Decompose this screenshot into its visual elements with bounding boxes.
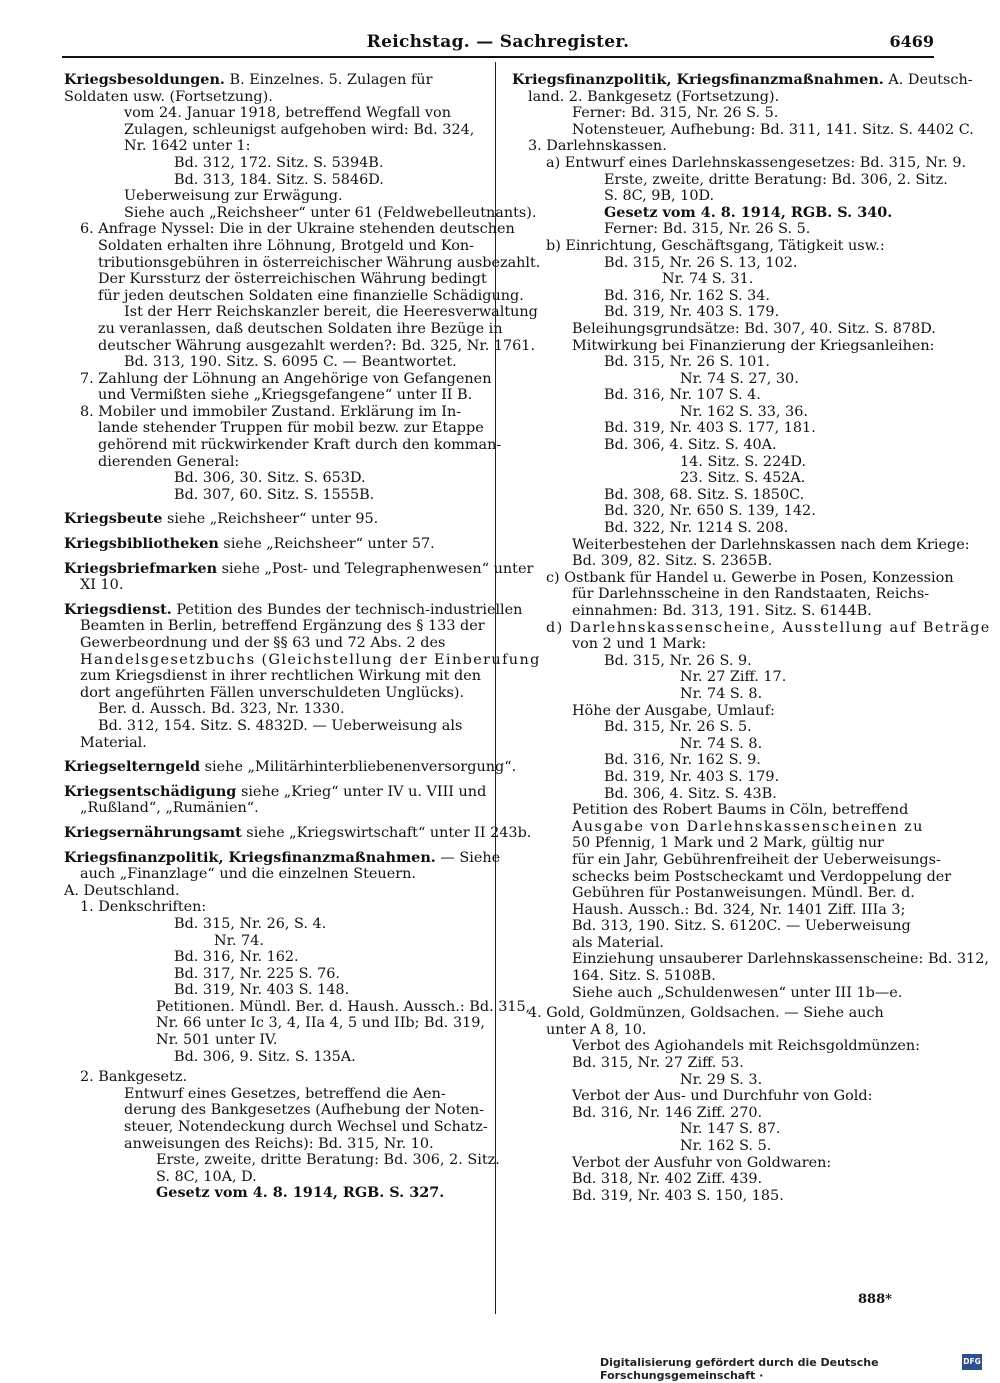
headword: Kriegsentschädigung (64, 782, 237, 800)
index-line: lande stehender Truppen für mobil bezw. zur Etappe (98, 420, 484, 437)
index-line: 164. Sitz. S. 5108B. (572, 968, 716, 985)
index-line: Gebühren für Postanweisungen. Mündl. Ber. d. (572, 885, 915, 902)
index-line: Handelsgesetzbuchs (Gleichstellung der Einberufung (80, 651, 541, 668)
index-entry-heading (64, 784, 486, 801)
index-line: Höhe der Ausgabe, Umlauf: (572, 702, 775, 719)
index-line: 6. Anfrage Nyssel: Die in der Ukraine stehenden deutschen (80, 221, 515, 238)
index-line: anweisungen des Reichs): Bd. 315, Nr. 10. (124, 1135, 434, 1152)
index-entry-heading (64, 511, 486, 528)
headword-rest: B. Einzelnes. 5. Zulagen für (224, 72, 433, 88)
index-line: Entwurf eines Gesetzes, betreffend die Aen- (124, 1085, 446, 1102)
index-line: Bd. 319, Nr. 403 S. 179. (604, 768, 780, 785)
headword-rest: siehe „Post- und Telegraphenwesen“ unter (217, 560, 534, 577)
index-line: b) Einrichtung, Geschäftsgang, Tätigkeit usw.: (546, 237, 885, 254)
index-line: deutscher Währung ausgezahlt werden?: Bd. 325, Nr. 1761. (98, 337, 536, 354)
index-line: Bd. 307, 60. Sitz. S. 1555B. (174, 486, 375, 503)
left-column (64, 71, 541, 1202)
index-line: 8. Mobiler und immobiler Zustand. Erklärung im In- (80, 403, 462, 420)
index-line: Der Kurssturz der österreichischen Währung bedingt (98, 271, 487, 288)
index-line: Bd. 316, Nr. 162 S. 34. (604, 287, 771, 304)
index-line: Bd. 313, 184. Sitz. S. 5846D. (174, 171, 384, 188)
headword-rest: Petition des Bundes der technisch-industriellen (171, 601, 523, 618)
index-line: Material. (80, 734, 147, 751)
index-line: Bd. 315, Nr. 26 S. 101. (604, 354, 771, 371)
index-line: Nr. 74 S. 8. (680, 685, 763, 702)
page-number: 6469 (889, 32, 934, 51)
index-line: als Material. (572, 934, 664, 951)
index-line: Gewerbeordnung und der §§ 63 und 72 Abs. 2 des (80, 635, 446, 651)
headword-rest: siehe „Militärhinterbliebenenversorgung“. (200, 759, 517, 776)
index-line: für Darlehnsscheine in den Randstaaten, Reichs- (572, 586, 930, 603)
index-line: Nr. 74 S. 8. (680, 735, 763, 752)
index-line: Bd. 322, Nr. 1214 S. 208. (604, 520, 789, 537)
index-line: Nr. 29 S. 3. (680, 1071, 763, 1088)
index-line: schecks beim Postscheckamt und Verdoppelung der (572, 868, 952, 885)
headword-rest: A. Deutsch- (883, 72, 973, 88)
index-line: Bd. 315, Nr. 26 S. 9. (604, 652, 752, 669)
index-line: Bd. 312, 172. Sitz. S. 5394B. (174, 154, 384, 171)
index-line: Bd. 318, Nr. 402 Ziff. 439. (572, 1171, 763, 1188)
index-line: Bd. 319, Nr. 403 S. 148. (174, 982, 350, 999)
index-line: Nr. 74 S. 31. (662, 271, 754, 288)
index-line: S. 8C, 10A, D. (156, 1168, 257, 1185)
headword-rest: siehe „Reichsheer“ unter 57. (218, 536, 435, 553)
index-line: unter A 8, 10. (546, 1021, 647, 1038)
index-line: Petitionen. Mündl. Ber. d. Haush. Aussch.: Bd. 315, (156, 998, 531, 1015)
index-line: dort angeführten Fällen unverschuldeten Unglücks). (80, 684, 465, 701)
index-line: Nr. 74 S. 27, 30. (680, 370, 799, 387)
running-header (62, 32, 934, 58)
index-line: dierenden General: (98, 453, 240, 470)
index-line: von 2 und 1 Mark: (572, 636, 707, 653)
index-line: Bd. 319, Nr. 403 S. 150, 185. (572, 1187, 784, 1204)
index-line: Bd. 316, Nr. 162. (174, 949, 299, 966)
index-line: Ferner: Bd. 315, Nr. 26 S. 5. (604, 221, 811, 238)
index-line: Bd. 308, 68. Sitz. S. 1850C. (604, 486, 805, 503)
index-line: c) Ostbank für Handel u. Gewerbe in Posen, Konzession (546, 569, 954, 586)
index-line: Bd. 306, 30. Sitz. S. 653D. (174, 470, 366, 487)
headword: Kriegsbesoldungen. (64, 71, 225, 88)
index-line: Bd. 315, Nr. 26 S. 5. (604, 719, 752, 736)
index-line: und Vermißten siehe „Kriegsgefangene“ unter II B. (98, 387, 473, 404)
index-line: Nr. 162 S. 5. (680, 1138, 772, 1154)
index-line: Bd. 313, 190. Sitz. S. 6095 C. — Beantwortet. (124, 354, 457, 371)
index-line: zum Kriegsdienst in ihrer rechtlichen Wirkung mit den (80, 668, 481, 685)
index-entry-heading (64, 600, 523, 619)
index-line: Beamten in Berlin, betreffend Ergänzung des § 133 der (80, 618, 485, 635)
index-line: für ein Jahr, Gebührenfreiheit der Ueberweisungs- (572, 851, 941, 868)
headword: Kriegselterngeld (64, 758, 201, 776)
index-line: Nr. 66 unter Ic 3, 4, IIa 4, 5 und IIb; Bd. 319, (156, 1015, 486, 1032)
index-line: Soldaten erhalten ihre Löhnung, Brotgeld und Kon- (98, 237, 475, 254)
index-entry-heading (64, 72, 486, 89)
index-line: Notensteuer, Aufhebung: Bd. 311, 141. Sitz. S. 4402 C. (572, 121, 974, 138)
index-line: Zulagen, schleunigst aufgehoben wird: Bd. 324, (124, 121, 475, 138)
headword: Kriegsfinanzpolitik, Kriegsfinanzmaßnahmen. (64, 848, 436, 866)
index-line: Bd. 313, 190. Sitz. S. 6120C. — Ueberweisung (572, 918, 911, 935)
headword-rest: siehe „Reichsheer“ unter 95. (162, 511, 379, 528)
headword: Kriegsdienst. (64, 600, 172, 618)
index-line: Bd. 320, Nr. 650 S. 139, 142. (604, 503, 816, 520)
index-line: Gesetz vom 4. 8. 1914, RGB. S. 327. (156, 1184, 445, 1202)
index-line: Verbot des Agiohandels mit Reichsgoldmünzen: (572, 1038, 921, 1055)
index-line: Bd. 316, Nr. 107 S. 4. (604, 387, 761, 404)
index-line: 14. Sitz. S. 224D. (680, 453, 806, 470)
footnote-mark: 888* (858, 1292, 892, 1307)
index-line: Petition des Robert Baums in Cöln, betreffend (572, 802, 909, 819)
index-line: Nr. 1642 unter 1: (124, 138, 251, 155)
index-line: für jeden deutschen Soldaten eine finanzielle Schädigung. (98, 287, 524, 304)
dfg-logo: DFG (962, 1354, 982, 1370)
index-line: a) Entwurf eines Darlehnskassengesetzes: Bd. 315, Nr. 9. (546, 154, 967, 171)
index-line: Siehe auch „Schuldenwesen“ unter III 1b—e. (572, 984, 903, 1001)
index-line: auch „Finanzlage“ und die einzelnen Steuern. (80, 866, 416, 883)
index-line: Bd. 315, Nr. 27 Ziff. 53. (572, 1055, 744, 1072)
index-line: Bd. 316, Nr. 146 Ziff. 270. (572, 1104, 763, 1121)
index-line: derung des Bankgesetzes (Aufhebung der Noten- (124, 1102, 485, 1119)
index-line: XI 10. (80, 577, 124, 594)
index-line: A. Deutschland. (64, 882, 180, 899)
index-line: 7. Zahlung der Löhnung an Angehörige von Gefangenen (80, 370, 492, 387)
index-line: Bd. 319, Nr. 403 S. 179. (604, 304, 780, 321)
index-line: Soldaten usw. (Fortsetzung). (64, 88, 273, 105)
index-line: Einziehung unsauberer Darlehnskassenscheine: Bd. 312, (572, 951, 989, 968)
index-entry-heading (64, 536, 486, 553)
index-line: 50 Pfennig, 1 Mark und 2 Mark, gültig nur (572, 835, 884, 852)
index-entry-heading (64, 559, 534, 578)
index-line: Ueberweisung zur Erwägung. (124, 188, 343, 205)
footer-text: Digitalisierung gefördert durch die Deutsche Forschungsgemeinschaft · (600, 1356, 879, 1382)
digitization-footer (600, 1354, 982, 1382)
index-line: Ber. d. Aussch. Bd. 323, Nr. 1330. (98, 701, 345, 718)
index-line: Nr. 74. (214, 932, 264, 949)
headword-rest: siehe „Kriegswirtschaft“ unter II 243b. (241, 824, 532, 841)
index-line: land. 2. Bankgesetz (Fortsetzung). (528, 88, 780, 105)
index-line: Beleihungsgrundsätze: Bd. 307, 40. Sitz. S. 878D. (572, 320, 936, 337)
index-line: 23. Sitz. S. 452A. (680, 470, 806, 487)
index-line: Haush. Aussch.: Bd. 324, Nr. 1401 Ziff. IIIa 3; (572, 901, 906, 918)
index-line: Bd. 306, 4. Sitz. S. 40A. (604, 437, 777, 454)
index-line: Mitwirkung bei Finanzierung der Kriegsanleihen: (572, 337, 935, 354)
index-line: Bd. 315, Nr. 26 S. 13, 102. (604, 254, 798, 271)
index-line: Bd. 316, Nr. 162 S. 9. (604, 752, 761, 769)
index-line: gehörend mit rückwirkender Kraft durch den komman- (98, 437, 502, 454)
index-line: 3. Darlehnskassen. (528, 138, 667, 155)
index-line: Nr. 162 S. 33, 36. (680, 403, 808, 420)
index-line: 2. Bankgesetz. (80, 1069, 188, 1086)
index-line: Ferner: Bd. 315, Nr. 26 S. 5. (572, 105, 779, 122)
index-line: „Rußland“, „Rumänien“. (80, 800, 259, 817)
index-line: Verbot der Aus- und Durchfuhr von Gold: (572, 1088, 873, 1105)
index-line: Bd. 312, 154. Sitz. S. 4832D. — Ueberweisung als (98, 717, 463, 734)
index-line: 4. Gold, Goldmünzen, Goldsachen. — Siehe auch (528, 1005, 884, 1022)
index-line: Bd. 306, 9. Sitz. S. 135A. (174, 1048, 356, 1065)
index-line: Erste, zweite, dritte Beratung: Bd. 306, 2. Sitz. (604, 171, 948, 188)
index-line: tributionsgebühren in österreichischer Währung ausbezahlt. (98, 254, 541, 271)
index-line: Ausgabe von Darlehnskassenscheinen zu (572, 818, 924, 835)
index-entry-heading (512, 71, 973, 89)
index-line: vom 24. Januar 1918, betreffend Wegfall von (124, 105, 451, 122)
index-line: Verbot der Ausfuhr von Goldwaren: (572, 1154, 832, 1171)
index-entry-heading (64, 848, 501, 867)
right-column (512, 71, 991, 1204)
headword-rest: — Siehe (435, 849, 501, 866)
index-line: zu veranlassen, daß deutschen Soldaten ihre Bezüge in (98, 320, 503, 337)
headword: Kriegsbibliotheken (64, 535, 219, 553)
index-line: Bd. 317, Nr. 225 S. 76. (174, 965, 341, 982)
index-line: d) Darlehnskassenscheine, Ausstellung auf Beträge (546, 619, 991, 636)
index-line: Bd. 309, 82. Sitz. S. 2365B. (572, 553, 773, 570)
index-line: Ist der Herr Reichskanzler bereit, die Heeresverwaltung (124, 304, 538, 321)
index-line: steuer, Notendeckung durch Wechsel und Schatz- (124, 1119, 488, 1136)
headword: Kriegsernährungsamt (64, 823, 242, 841)
index-entry-heading (64, 758, 517, 776)
index-entry-heading (64, 823, 532, 842)
index-line: einnahmen: Bd. 313, 191. Sitz. S. 6144B. (572, 603, 872, 619)
headword: Kriegsbeute (64, 510, 163, 528)
index-line: Weiterbestehen der Darlehnskassen nach dem Kriege: (572, 536, 970, 553)
index-line: Nr. 501 unter IV. (156, 1032, 278, 1049)
index-line: Gesetz vom 4. 8. 1914, RGB. S. 340. (604, 203, 893, 221)
index-line: S. 8C, 9B, 10D. (604, 188, 715, 205)
index-line: Erste, zweite, dritte Beratung: Bd. 306, 2. Sitz. (156, 1152, 500, 1169)
index-line: Bd. 319, Nr. 403 S. 177, 181. (604, 420, 816, 437)
index-line: Bd. 315, Nr. 26, S. 4. (174, 915, 327, 932)
index-line: Siehe auch „Reichsheer“ unter 61 (Feldwebelleutnants). (124, 204, 537, 221)
headword: Kriegsbriefmarken (64, 559, 218, 577)
index-line: 1. Denkschriften: (80, 899, 207, 916)
headword-rest: siehe „Krieg“ unter IV u. VIII und (236, 783, 487, 800)
page-title: Reichstag. — Sachregister. (366, 32, 630, 52)
index-line: Nr. 27 Ziff. 17. (680, 669, 787, 686)
headword: Kriegsfinanzpolitik, Kriegsfinanzmaßnahmen. (512, 71, 884, 88)
column-divider (495, 62, 496, 1314)
index-line: Nr. 147 S. 87. (680, 1121, 781, 1138)
index-line: Bd. 306, 4. Sitz. S. 43B. (604, 785, 777, 802)
